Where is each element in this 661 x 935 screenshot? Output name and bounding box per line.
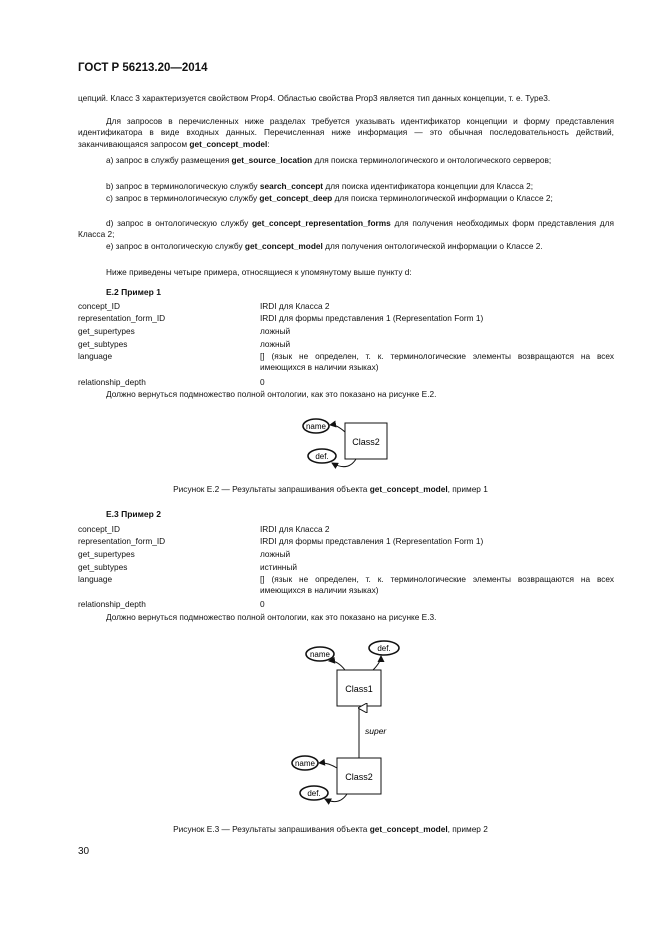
list-item-b: b) запрос в терминологическую службу search_concept для поиска идентификатора концепции для Класса 2; [106, 181, 534, 191]
figure-e3-diagram [285, 634, 415, 809]
figure-e3-caption: Рисунок Е.3 — Результаты запрашивания объекта get_concept_model, пример 2 [173, 824, 488, 834]
result-text-1: Должно вернуться подмножество полной онтологии, как это показано на рисунке Е.2. [106, 389, 437, 399]
list-item-a: a) запрос в службу размещения get_source_location для поиска терминологического и онтологического серверов; [106, 155, 552, 165]
def-link [373, 656, 381, 670]
list-item-d: d) запрос в онтологическую службу get_concept_representation_forms для получения необходимых форм представления для Класса 2; [78, 218, 614, 240]
name-label: name [309, 650, 331, 659]
section-heading-e3: Е.3 Пример 2 [106, 509, 161, 519]
def-label: def. [315, 452, 329, 461]
class1-label: Class1 [345, 684, 373, 694]
name-link [319, 763, 337, 768]
list-item-c: c) запрос в терминологическую службу get_concept_deep для поиска терминологической информации о Классе 2; [106, 193, 553, 203]
result-text-2: Должно вернуться подмножество полной онтологии, как это показано на рисунке Е.3. [106, 612, 437, 622]
class-label: Class2 [352, 437, 380, 447]
name-label: name [294, 759, 316, 768]
intro-paragraph-2: Для запросов в перечисленных ниже разделах требуется указывать идентификатор концепции и форму представления идентификатора в виде входных данных. Перечисленная ниже информация — это обычная последовательность действий, заканчивающаяся запросом get_concept_model: [78, 116, 614, 149]
list-item-e: e) запрос в онтологическую службу get_concept_model для получения онтологической информации о Классе 2. [106, 241, 543, 251]
def-label: def. [307, 789, 321, 798]
section-heading-e2: Е.2 Пример 1 [106, 287, 161, 297]
class2-label: Class2 [345, 772, 373, 782]
name-link [329, 661, 345, 670]
def-link [325, 794, 347, 802]
document-header: ГОСТ Р 56213.20—2014 [78, 62, 208, 74]
super-label: super [365, 726, 387, 736]
figure-e2-caption: Рисунок Е.2 — Результаты запрашивания объекта get_concept_model, пример 1 [173, 484, 488, 494]
page-number: 30 [78, 846, 90, 857]
name-label: name [305, 422, 327, 431]
intro-paragraph-1: цепций. Класс 3 характеризуется свойством Prop4. Областью свойства Prop3 является тип данных концепции, т. е. Type3. [78, 93, 551, 103]
name-link [330, 425, 345, 432]
figure-e2-diagram [290, 412, 400, 478]
intro-paragraph-3: Ниже приведены четыре примера, относящиеся к упомянутому выше пункту d: [106, 267, 412, 277]
def-link [332, 459, 356, 467]
def-label: def. [377, 644, 391, 653]
